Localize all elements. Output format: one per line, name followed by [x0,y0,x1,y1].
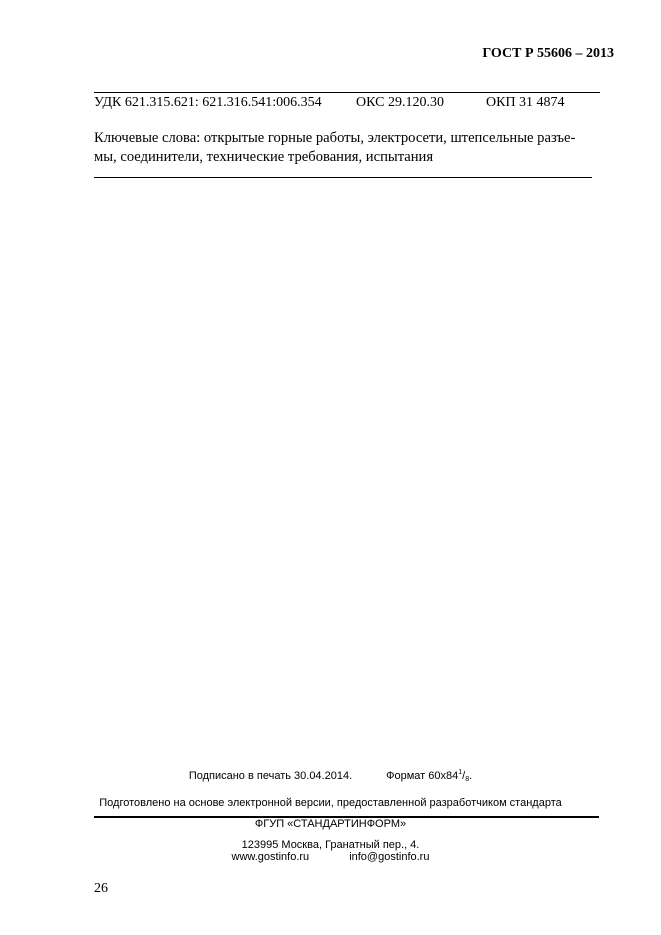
oks-code: ОКС 29.120.30 [356,95,444,110]
format-denominator: 8 [465,776,470,783]
page-number: 26 [94,881,108,896]
publisher-address: 123995 Москва, Гранатный пер., 4. [241,839,420,851]
email-link[interactable]: info@gostinfo.ru [349,851,430,863]
publisher-name: ФГУП «СТАНДАРТИНФОРМ» [254,818,407,830]
format-suffix: . [469,770,473,782]
signed-line [0,769,661,783]
standard-code: ГОСТ Р 55606 – 2013 [482,46,614,61]
keywords-divider [94,177,592,178]
udk-code: УДК 621.315.621: 621.316.541:006.354 [94,95,322,110]
okp-code: ОКП 31 4874 [486,95,565,110]
paper-format: Формат $60х84^1/_8$. [386,769,473,783]
keywords-line-1: Ключевые слова: открытые горные работы, электросети, штепсельные разъе- [94,130,576,146]
format-prefix: Формат 60х84 [386,770,459,782]
keywords-line-2: мы, соединители, технические требования, испытания [94,149,434,165]
top-divider [94,92,600,93]
format-numerator: 1 [458,769,463,776]
prepared-note: Подготовлено на основе электронной версии, предоставленной разработчиком стандарта [99,797,562,809]
website-link[interactable]: www.gostinfo.ru [231,851,310,863]
signed-date: Подписано в печать 30.04.2014. [188,770,353,782]
contacts-line [0,851,661,863]
keywords-block [94,129,614,167]
